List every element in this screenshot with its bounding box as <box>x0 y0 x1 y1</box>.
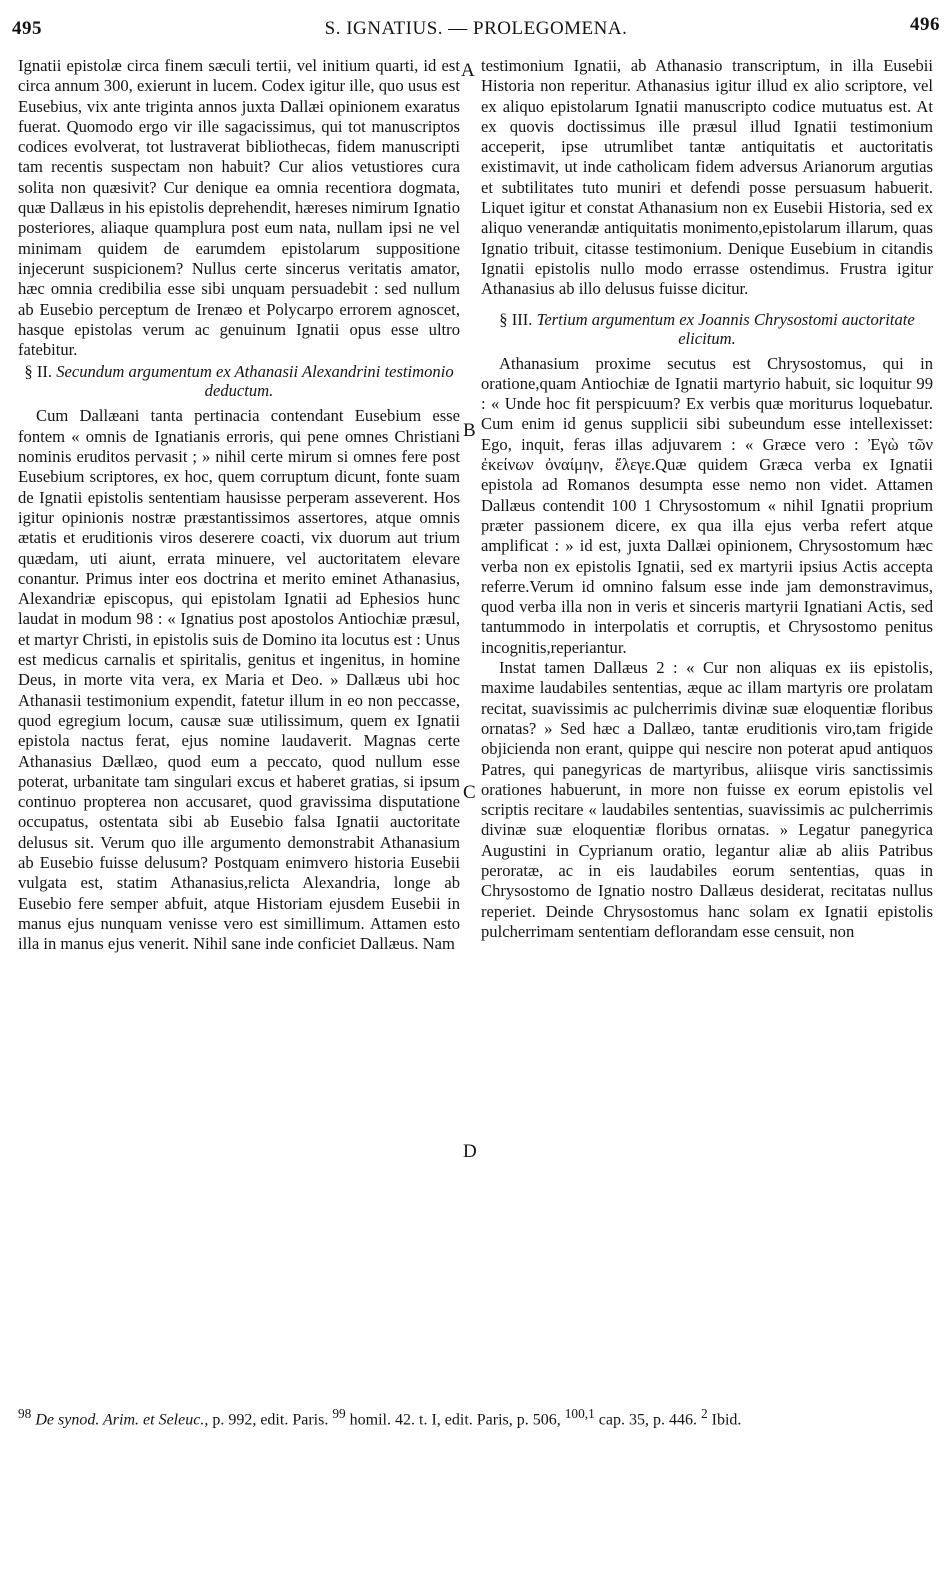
margin-letter-b: B <box>463 420 476 441</box>
footnotes <box>18 1404 933 1429</box>
right-column <box>481 56 933 1374</box>
page-number-left: 495 <box>12 18 42 39</box>
margin-letter-a: A <box>461 60 475 81</box>
running-title: S. IGNATIUS. — PROLEGOMENA. <box>324 18 628 39</box>
footnote-98-title: De synod. Arim. et Seleuc. <box>35 1411 205 1429</box>
page-number-right: 496 <box>910 14 940 35</box>
footnote-99-mark: 99 <box>332 1406 346 1421</box>
footnote-99-text: homil. 42. t. I, edit. Paris, p. 506, <box>349 1411 561 1429</box>
right-paragraph-2: Athanasium proxime secutus est Chrysostomus, qui in oratione,quam Antiochiæ de Ignatii martyrio habuit, sic loquitur 99 : « Unde hoc fit perspicuum? Ex verbis quæ moriturus loquebatur. Cum enim id genus supplicii sibi subeundum esse intellexisset: Ego, inquit, feras illas adjuvarem : « Græce vero : Ἐγὼ τῶν ἐκείνων ὀναίμην, ἔλεγε.Quæ quidem Græca verba ex Ignatii epistola ad Romanos desumpta esse nemo non videt. Attamen Dallæus contendit 100 1 Chrysostomum « nihil Ignatii proprium præter passionem dicere, ex qua illa ejus verba refert atque amplificat : » id est, juxta Dallæi opinionem, Chrysostomum hæc verba non ex epistolis Ignatii, sed ex martyrii ipsius Actis accepta referre.Verum id omnino falsum esse inde jam demonstravimus, quod verba illa non in veris et sinceris martyrii Ignatiani Actis, sed tantummodo in interpolatis et corruptis, et Chrysostomo penitus incognitis,reperiantur. <box>481 353 933 657</box>
footnote-100-text: cap. 35, p. 446. <box>598 1411 697 1429</box>
section-3-heading <box>481 310 933 348</box>
footnote-2-text: Ibid. <box>711 1411 742 1429</box>
section-3-number: § III. <box>499 309 533 329</box>
footnote-2-mark: 2 <box>700 1406 708 1421</box>
footnote-98-mark: 98 <box>18 1406 32 1421</box>
footnote-100-mark: 100,1 <box>564 1406 595 1421</box>
section-2-title: Secundum argumentum ex Athanasii Alexandrini testimonio deductum. <box>56 362 454 401</box>
left-paragraph-1: Ignatii epistolæ circa finem sæculi tertii, vel initium quarti, id est circa annum 300, exierunt in lucem. Codex igitur ille, quo usus est Eusebius, vix ante triginta annos juxta Dallæi opinionem exaratus fuerat. Quomodo ergo vir ille sagacissimus, qui tot manuscriptos codices evolverat, tot lustraverat bibliothecas, fidem manuscripti tam recentis suspectam non habuit? Cur alios vetustiores cura solita non quæsivit? Cur denique ea omnia recentiora dogmata, quæ Dallæus in his epistolis deprehendit, hæreses nimirum Ignatio posteriores, aliaque quamplura post eum nata, nullam ipsi ne vel minimam quidem de earumdem epistolarum suppositione injecerunt suspicionem? Nullus certe sincerus veritatis amator, hæc omnia credibilia esse sibi unquam persuadebit : sed nullum ab Eusebio perceptum de Irenæo et Polycarpo errorem agnoscet, hasque epistolas verum ac genuinum Ignatii opus esse ultro fatebitur. <box>18 56 460 360</box>
right-paragraph-1: testimonium Ignatii, ab Athanasio transcriptum, in illa Eusebii Historia non reperitur. Athanasius igitur illud ex alio scriptore, vel ex aliquo epistolarum Ignatii manuscripto codice mutuatus est. At ex quovis doctissimus ille præsul illud Ignatii testimonium acceperit, ipse utrumlibet tantæ antiquitatis et auctoritatis existimavit, ut inde catholicam fidem adversus Arianorum argutias et subtilitates tuto muniri et defendi posse persuasum habuerit. Liquet igitur et constat Athanasium non ex Eusebii Historia, sed ex aliquo venerandæ antiquitatis monimento,epistolarum illarum, quas Ignatio tribuit, citasse testimonium. Denique Eusebium in citandis Ignatii epistolis nullo modo errasse ostendimus. Frustra igitur Athanasius ab illo delusus fuisse dicitur. <box>481 56 933 299</box>
margin-letter-d: D <box>463 1141 477 1162</box>
footnote-98-text: , p. 992, edit. Paris. <box>204 1411 329 1429</box>
right-paragraph-3: Instat tamen Dallæus 2 : « Cur non aliquas ex iis epistolis, maxime laudabiles sententias, æque ac illam martyris ore prolatam recitat, suavissimis ac pulcherrimis divinæ suæ eloquentiæ floribus ornatas? » Sed hæc a Dallæo, tantæ eruditionis viro,tam frigide objicienda non erant, quippe qui nescire non poterat apud antiquos Patres, qui panegyricas de martyribus, aliisque viris sanctissimis orationes habuerunt, in more non fuisse ex eorum epistolis vel scriptis recitare « laudabiles sententias, suavissimis ac pulcherrimis divinæ suæ eloquentiæ floribus ornatas. » Legatur panegyrica Augustini in Cyprianum oratio, legantur aliæ ab aliis Patribus peroratæ, ac in eis laudabiles eorum sententias, quas in Chrysostomo de Ignatio nostro Dallæus desiderat, recitatas nullus reperiet. Deinde Chrysostomus hanc solam ex Ignatii epistolis pulcherrimam sententiam deflorandam esse censuit, non <box>481 658 933 941</box>
margin-letter-c: C <box>463 782 476 803</box>
section-2-number: § II. <box>24 362 53 382</box>
left-column <box>18 56 460 1374</box>
left-paragraph-2: Cum Dallæani tanta pertinacia contendant Eusebium esse fontem « omnis de Ignatianis erroris, qui pene omnes Christiani nominis eruditos pervasit ; » nihil certe mirum si omnes fere post Eusebium scriptores, ex hoc, quem corruptum dicunt, fonte suam de Ignatii epistolis sententiam hausisse perperam asseverent. Hos igitur opinionis nostræ præstantissimos assertores, atque omnis ætatis et eruditionis viros deserere coacti, vix duorum aut trium quædam, uti aiunt, errata minuere, vel auctoritatem elevare conantur. Primus inter eos doctrina et merito eminet Athanasius, Alexandriæ episcopus, qui epistolam Ignatii ad Ephesios hunc laudat in modum 98 : « Ignatius post apostolos Antiochiæ præsul, et martyr Christi, in epistolis suis de Domino ita locutus est : Unus est medicus carnalis et spiritalis, genitus et ingenitus, in homine Deus, in morte vita vera, ex Maria et Deo. » Dallæus ubi hoc Athanasii testimonium expendit, fatetur illum in eo non peccasse, quod egregium locum, causæ suæ utilissimum, quem ex Ignatii epistola nactus ferat, ejus nomine laudaverit. Magnas certe Athanasius Dællæo, quod eum a peccato, quod nullum esse poterat, urbanitate tam singulari excus et haberet gratias, si ipsum continuo propterea non accusaret, quod gravissima disputatione occupatus, ostentata sibi ab Eusebio falsa Ignatii auctoritate delusus sit. Verum quo ille argumento demonstrabit Athanasium ab Eusebio fuisse delusum? Postquam enimvero historia Eusebii vulgata est, statim Athanasius,relicta Alexandria, longe ab Eusebio fere semper abfuit, atque Historiam ejusdem Eusebii in manus ejus nunquam venisse vero est simillimum. Attamen esto illa in manus ejus venerit. Nihil sane inde conficiet Dallæus. Nam <box>18 406 460 954</box>
running-header <box>12 14 940 40</box>
section-3-title: Tertium argumentum ex Joannis Chrysostomi auctoritate elicitum. <box>536 309 915 348</box>
section-2-heading <box>18 362 460 400</box>
